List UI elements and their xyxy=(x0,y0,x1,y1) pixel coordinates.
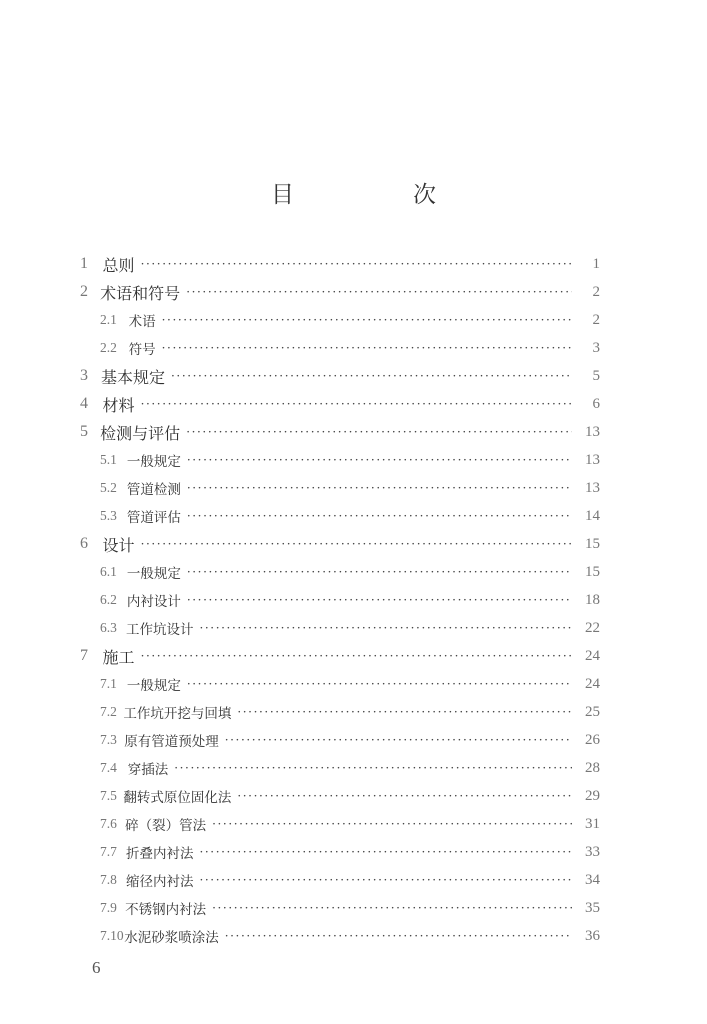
toc-entry-page: 29 xyxy=(585,787,600,804)
toc-entry-number: 7.2 xyxy=(100,704,117,719)
toc-entry-page: 2 xyxy=(592,311,600,328)
toc-entry-page: 31 xyxy=(585,815,600,832)
toc-entry-number: 2 xyxy=(80,283,88,300)
toc-entry-page: 25 xyxy=(585,703,600,720)
toc-entry-number: 7.10 xyxy=(100,928,124,943)
toc-entry-page: 28 xyxy=(585,759,600,776)
toc-dot-leader xyxy=(237,705,572,719)
toc-entry-number: 5.1 xyxy=(100,452,117,467)
toc-entry-title: 施工 xyxy=(102,647,135,667)
toc-entry xyxy=(80,782,600,810)
toc-entry-page: 24 xyxy=(585,647,600,664)
toc-entry-page: 14 xyxy=(585,507,600,524)
toc-entry-title: 碎（裂）管法 xyxy=(125,818,207,834)
toc-entry-number: 3 xyxy=(80,367,88,384)
toc-entry xyxy=(80,726,600,754)
toc-entry-page: 24 xyxy=(585,675,600,692)
toc-entry-number: 5 xyxy=(80,423,88,440)
toc-entry-number: 7.5 xyxy=(100,788,117,803)
toc-entry-title: 一般规定 xyxy=(126,454,181,470)
toc-entry-title: 管道检测 xyxy=(126,482,181,498)
toc-entry xyxy=(80,502,600,530)
toc-entry xyxy=(80,810,600,838)
toc-entry xyxy=(80,362,600,390)
toc-entry-number: 1 xyxy=(80,255,88,272)
toc-entry-number: 2.2 xyxy=(100,340,117,355)
toc-entry-page: 3 xyxy=(592,339,600,356)
toc-entry-page: 5 xyxy=(592,367,600,384)
toc-entry-page: 1 xyxy=(592,255,600,272)
toc-entry-number: 7.6 xyxy=(100,816,117,831)
toc-entry-number: 7.7 xyxy=(100,844,117,859)
toc-entry-page: 36 xyxy=(585,927,600,944)
toc-entry-page: 13 xyxy=(585,451,600,468)
toc-dot-leader xyxy=(187,481,572,495)
toc-dot-leader xyxy=(171,369,572,383)
toc-entry-title: 内衬设计 xyxy=(126,594,181,610)
toc-entry-number: 6 xyxy=(80,535,88,552)
toc-dot-leader xyxy=(186,285,572,299)
toc-dot-leader xyxy=(187,453,572,467)
toc-entry-page: 15 xyxy=(585,563,600,580)
toc-entry xyxy=(80,558,600,586)
toc-entry-title: 设计 xyxy=(102,535,135,555)
toc-dot-leader xyxy=(187,509,572,523)
toc-dot-leader xyxy=(199,845,572,859)
page-title: 目 次 xyxy=(271,182,484,208)
toc-entry-number: 7.9 xyxy=(100,900,117,915)
toc-entry xyxy=(80,922,600,950)
toc-entry xyxy=(80,670,600,698)
toc-entry-title: 折叠内衬法 xyxy=(125,846,194,862)
toc-entry-page: 33 xyxy=(585,843,600,860)
toc-entry-number: 6.1 xyxy=(100,564,117,579)
toc-entry-number: 6.3 xyxy=(100,620,117,635)
toc-entry xyxy=(80,754,600,782)
toc-entry xyxy=(80,838,600,866)
toc-entry xyxy=(80,390,600,418)
toc-entry-number: 7.8 xyxy=(100,872,117,887)
toc-dot-leader xyxy=(162,341,572,355)
toc-dot-leader xyxy=(162,313,572,327)
toc-entry-page: 22 xyxy=(585,619,600,636)
toc-entry-page: 6 xyxy=(592,395,600,412)
toc-entry-number: 7 xyxy=(80,647,88,664)
toc-entry-number: 7.3 xyxy=(100,732,117,747)
toc-entry xyxy=(80,698,600,726)
toc-entry-number: 6.2 xyxy=(100,592,117,607)
toc-entry-title: 翻转式原位固化法 xyxy=(123,790,232,806)
toc-dot-leader xyxy=(225,733,572,747)
toc-entry xyxy=(80,418,600,446)
toc-entry-title: 基本规定 xyxy=(100,367,165,387)
toc-entry-page: 35 xyxy=(585,899,600,916)
toc-entry-title: 穿插法 xyxy=(127,762,169,778)
toc-dot-leader xyxy=(174,761,572,775)
toc-dot-leader xyxy=(212,817,572,831)
toc-entry-title: 管道评估 xyxy=(126,510,181,526)
toc-dot-leader xyxy=(141,257,572,271)
toc-dot-leader xyxy=(212,901,572,915)
toc-entry xyxy=(80,642,600,670)
toc-entry xyxy=(80,334,600,362)
toc-entry-title: 术语 xyxy=(128,314,156,330)
toc-entry-title: 不锈钢内衬法 xyxy=(125,902,207,918)
toc-entry xyxy=(80,586,600,614)
toc-entry-title: 检测与评估 xyxy=(100,423,181,443)
page-number: 6 xyxy=(92,958,101,977)
toc-entry-title: 材料 xyxy=(102,395,135,415)
toc-entry xyxy=(80,530,600,558)
table-of-contents xyxy=(80,250,600,950)
toc-dot-leader xyxy=(141,397,572,411)
toc-entry-number: 7.1 xyxy=(100,676,117,691)
toc-entry-number: 5.2 xyxy=(100,480,117,495)
toc-dot-leader xyxy=(237,789,572,803)
toc-entry xyxy=(80,306,600,334)
toc-entry-title: 缩径内衬法 xyxy=(125,874,194,890)
toc-entry-page: 26 xyxy=(585,731,600,748)
toc-dot-leader xyxy=(199,873,572,887)
toc-dot-leader xyxy=(187,593,572,607)
toc-entry xyxy=(80,866,600,894)
toc-dot-leader xyxy=(225,929,572,943)
toc-entry-page: 34 xyxy=(585,871,600,888)
toc-entry-title: 符号 xyxy=(128,342,156,358)
toc-entry-title: 术语和符号 xyxy=(100,283,181,303)
toc-entry-page: 13 xyxy=(585,479,600,496)
toc-entry xyxy=(80,446,600,474)
toc-entry-title: 工作坑开挖与回填 xyxy=(123,706,232,722)
toc-entry xyxy=(80,474,600,502)
toc-dot-leader xyxy=(141,649,572,663)
toc-entry-number: 5.3 xyxy=(100,508,117,523)
toc-entry-page: 18 xyxy=(585,591,600,608)
toc-entry xyxy=(80,278,600,306)
toc-entry-title: 水泥砂浆喷涂法 xyxy=(124,930,219,946)
toc-entry-title: 总则 xyxy=(102,255,135,275)
toc-dot-leader xyxy=(141,537,572,551)
toc-entry-number: 4 xyxy=(80,395,88,412)
toc-entry xyxy=(80,614,600,642)
toc-entry-title: 原有管道预处理 xyxy=(124,734,219,750)
toc-entry xyxy=(80,250,600,278)
toc-entry-number: 2.1 xyxy=(100,312,117,327)
toc-entry-page: 13 xyxy=(585,423,600,440)
toc-entry-title: 一般规定 xyxy=(126,566,181,582)
toc-dot-leader xyxy=(187,677,572,691)
toc-dot-leader xyxy=(187,565,572,579)
toc-dot-leader xyxy=(199,621,572,635)
toc-entry-title: 工作坑设计 xyxy=(125,622,194,638)
toc-dot-leader xyxy=(186,425,572,439)
toc-entry-title: 一般规定 xyxy=(126,678,181,694)
toc-entry-page: 15 xyxy=(585,535,600,552)
toc-entry-page: 2 xyxy=(592,283,600,300)
toc-entry-number: 7.4 xyxy=(100,760,117,775)
toc-entry xyxy=(80,894,600,922)
